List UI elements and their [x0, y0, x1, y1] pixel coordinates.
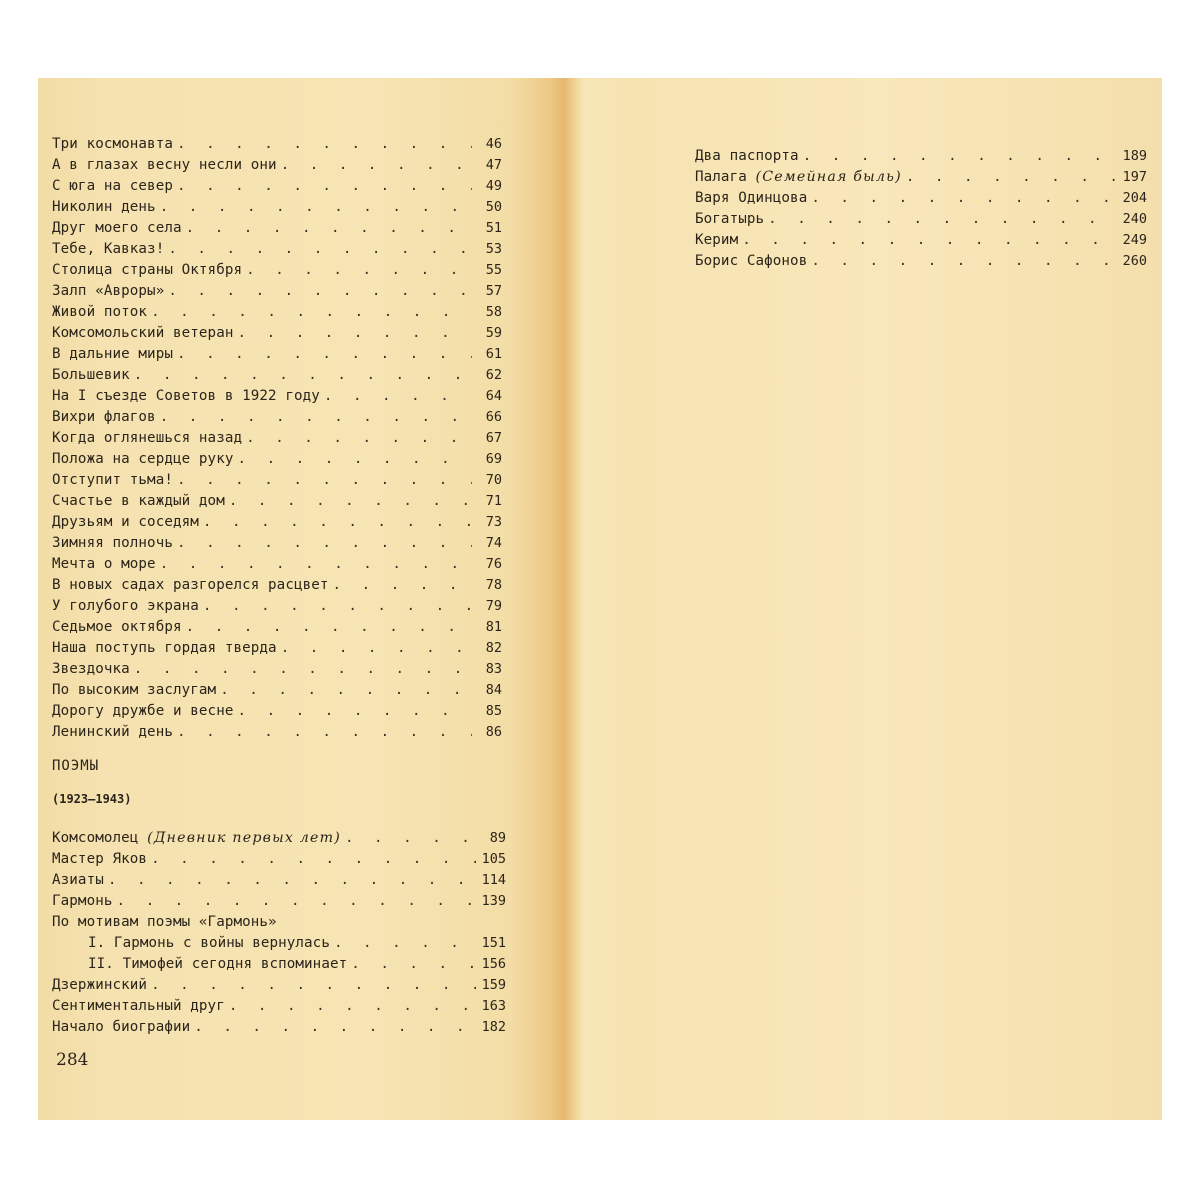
entry-title: Живой поток	[52, 304, 148, 320]
contents-entry	[695, 188, 1147, 209]
dot-leader	[177, 533, 472, 554]
entry-subtitle: (Семейная быль)	[755, 169, 902, 185]
contents-entry	[52, 533, 502, 554]
contents-entry	[52, 512, 502, 533]
dot-leader	[177, 134, 472, 155]
entry-page: 74	[485, 535, 502, 551]
contents-list-poems	[52, 134, 502, 743]
contents-entry	[52, 176, 502, 197]
entry-subtitle: (Дневник первых лет)	[147, 830, 341, 846]
entry-page: 55	[485, 262, 502, 278]
dot-leader	[742, 230, 1117, 251]
entry-title: Гармонь	[52, 893, 113, 909]
section-years: (1923—1943)	[52, 792, 132, 806]
entry-title: Мечта о море	[52, 556, 156, 572]
contents-entry	[52, 701, 502, 722]
contents-entry	[52, 155, 502, 176]
dot-leader	[229, 996, 476, 1017]
entry-page: 64	[485, 388, 502, 404]
dot-leader	[151, 849, 476, 870]
entry-title: Положа на сердце руку	[52, 451, 234, 467]
contents-entry	[52, 870, 506, 891]
dot-leader	[168, 281, 472, 302]
contents-entry	[52, 554, 502, 575]
entry-title: Варя Одинцова	[695, 190, 808, 206]
entry-page: 49	[485, 178, 502, 194]
dot-leader	[333, 575, 472, 596]
contents-entry	[52, 828, 506, 849]
entry-page: 46	[485, 136, 502, 152]
contents-entry	[52, 1017, 506, 1038]
contents-entry	[52, 260, 502, 281]
entry-page: 67	[485, 430, 502, 446]
contents-entry	[52, 365, 502, 386]
contents-entry	[695, 209, 1147, 230]
entry-page: 189	[1122, 148, 1147, 164]
entry-title: С юга на север	[52, 178, 173, 194]
entry-title: Столица страны Октября	[52, 262, 243, 278]
entry-page: 105	[481, 851, 506, 867]
entry-title: Палага	[695, 169, 747, 185]
entry-page: 156	[481, 956, 506, 972]
entry-page: 240	[1122, 211, 1147, 227]
dot-leader	[177, 722, 472, 743]
entry-title: Вихри флагов	[52, 409, 156, 425]
entry-page: 66	[485, 409, 502, 425]
section-heading: ПОЭМЫ	[52, 758, 100, 774]
contents-entry	[695, 230, 1147, 251]
entry-page: 78	[485, 577, 502, 593]
entry-page: 73	[485, 514, 502, 530]
entry-page: 81	[485, 619, 502, 635]
page-number: 284	[56, 1050, 89, 1070]
entry-page: 79	[485, 598, 502, 614]
contents-entry	[52, 491, 502, 512]
dot-leader	[803, 146, 1117, 167]
contents-entry	[52, 323, 502, 344]
entry-title: Зимняя полночь	[52, 535, 173, 551]
entry-title: Друзьям и соседям	[52, 514, 199, 530]
dot-leader	[186, 218, 472, 239]
entry-title-group	[695, 167, 902, 188]
contents-entry	[52, 302, 502, 323]
dot-leader	[345, 828, 476, 849]
contents-entry	[52, 218, 502, 239]
contents-entry	[695, 251, 1147, 272]
dot-leader	[117, 891, 477, 912]
entry-page: 69	[485, 451, 502, 467]
dot-leader	[220, 680, 472, 701]
entry-page: 82	[485, 640, 502, 656]
entry-page: 85	[485, 703, 502, 719]
entry-page: 47	[485, 157, 502, 173]
entry-title: По мотивам поэмы «Гармонь»	[52, 914, 277, 930]
dot-leader	[177, 470, 472, 491]
contents-entry	[52, 680, 502, 701]
entry-page: 197	[1122, 169, 1147, 185]
entry-title: Тебе, Кавказ!	[52, 241, 165, 257]
contents-entry	[52, 407, 502, 428]
dot-leader	[151, 302, 472, 323]
entry-page: 50	[485, 199, 502, 215]
dot-leader	[177, 344, 472, 365]
entry-title: Ленинский день	[52, 724, 173, 740]
entry-page: 58	[485, 304, 502, 320]
entry-title: I. Гармонь с войны вернулась	[88, 935, 330, 951]
dot-leader	[194, 1017, 476, 1038]
contents-entry	[52, 239, 502, 260]
entry-title-group	[52, 828, 341, 849]
entry-title: Комсомольский ветеран	[52, 325, 234, 341]
entry-page: 249	[1122, 232, 1147, 248]
entry-page: 89	[489, 830, 506, 846]
entry-page: 76	[485, 556, 502, 572]
entry-title: Дзержинский	[52, 977, 148, 993]
dot-leader	[351, 954, 476, 975]
contents-entry-group-title	[52, 912, 506, 933]
entry-page: 204	[1122, 190, 1147, 206]
entry-title: Начало биографии	[52, 1019, 191, 1035]
entry-title: Большевик	[52, 367, 130, 383]
entry-title: Седьмое октября	[52, 619, 182, 635]
contents-entry	[52, 134, 502, 155]
entry-page: 159	[481, 977, 506, 993]
contents-entry	[52, 996, 506, 1017]
contents-list-long-poems	[52, 828, 506, 1038]
entry-title: Богатырь	[695, 211, 765, 227]
contents-entry	[695, 146, 1147, 167]
dot-leader	[160, 197, 472, 218]
entry-title: В новых садах разгорелся расцвет	[52, 577, 329, 593]
entry-title: Комсомолец	[52, 830, 139, 846]
entry-page: 86	[485, 724, 502, 740]
contents-entry	[52, 281, 502, 302]
contents-entry	[52, 197, 502, 218]
dot-leader	[237, 701, 472, 722]
contents-entry	[52, 575, 502, 596]
contents-entry	[52, 722, 502, 743]
entry-page: 59	[485, 325, 502, 341]
entry-page: 84	[485, 682, 502, 698]
entry-title: А в глазах весну несли они	[52, 157, 277, 173]
contents-entry	[52, 470, 502, 491]
contents-entry	[52, 954, 506, 975]
entry-title: Керим	[695, 232, 739, 248]
dot-leader	[246, 260, 472, 281]
dot-leader	[160, 407, 472, 428]
entry-page: 53	[485, 241, 502, 257]
dot-leader	[203, 596, 472, 617]
dot-leader	[237, 449, 472, 470]
entry-title: На I съезде Советов в 1922 году	[52, 388, 320, 404]
entry-page: 114	[481, 872, 506, 888]
contents-entry	[52, 449, 502, 470]
dot-leader	[768, 209, 1117, 230]
entry-page: 182	[481, 1019, 506, 1035]
entry-page: 151	[481, 935, 506, 951]
contents-entry	[52, 596, 502, 617]
entry-title: Когда оглянешься назад	[52, 430, 243, 446]
entry-title: Звездочка	[52, 661, 130, 677]
dot-leader	[168, 239, 472, 260]
entry-title: Сентиментальный друг	[52, 998, 225, 1014]
entry-title: Мастер Яков	[52, 851, 148, 867]
entry-page: 260	[1122, 253, 1147, 269]
entry-page: 57	[485, 283, 502, 299]
dot-leader	[160, 554, 472, 575]
entry-title: Три космонавта	[52, 136, 173, 152]
dot-leader	[177, 176, 472, 197]
dot-leader	[906, 167, 1117, 188]
entry-title: Николин день	[52, 199, 156, 215]
dot-leader	[281, 155, 472, 176]
entry-page: 70	[485, 472, 502, 488]
entry-title: Дорогу дружбе и весне	[52, 703, 234, 719]
entry-page: 71	[485, 493, 502, 509]
entry-page: 163	[481, 998, 506, 1014]
entry-page: 61	[485, 346, 502, 362]
dot-leader	[281, 638, 472, 659]
contents-entry	[695, 167, 1147, 188]
dot-leader	[811, 251, 1117, 272]
contents-entry	[52, 428, 502, 449]
entry-title: Отступит тьма!	[52, 472, 173, 488]
dot-leader	[811, 188, 1117, 209]
left-page	[38, 78, 558, 1120]
dot-leader	[334, 933, 476, 954]
contents-entry	[52, 659, 502, 680]
contents-entry	[52, 617, 502, 638]
entry-title: II. Тимофей сегодня вспоминает	[88, 956, 348, 972]
contents-entry	[52, 933, 506, 954]
contents-entry	[52, 891, 506, 912]
dot-leader	[134, 365, 472, 386]
dot-leader	[108, 870, 476, 891]
entry-title: Друг моего села	[52, 220, 182, 236]
entry-title: В дальние миры	[52, 346, 173, 362]
entry-title: У голубого экрана	[52, 598, 199, 614]
entry-title: Борис Сафонов	[695, 253, 808, 269]
dot-leader	[237, 323, 472, 344]
entry-page: 62	[485, 367, 502, 383]
dot-leader	[246, 428, 472, 449]
entry-title: По высоким заслугам	[52, 682, 217, 698]
contents-entry	[52, 849, 506, 870]
dot-leader	[324, 386, 472, 407]
entry-page: 51	[485, 220, 502, 236]
entry-title: Азиаты	[52, 872, 104, 888]
dot-leader	[203, 512, 472, 533]
entry-page: 139	[481, 893, 506, 909]
entry-title: Два паспорта	[695, 148, 799, 164]
book-spread	[38, 78, 1162, 1120]
contents-entry	[52, 386, 502, 407]
contents-entry	[52, 975, 506, 996]
dot-leader	[229, 491, 472, 512]
dot-leader	[186, 617, 472, 638]
entry-title: Залп «Авроры»	[52, 283, 165, 299]
contents-entry	[52, 638, 502, 659]
dot-leader	[134, 659, 472, 680]
contents-list-continued	[695, 146, 1147, 272]
right-page	[598, 78, 1162, 1120]
entry-title: Наша поступь гордая тверда	[52, 640, 277, 656]
entry-title: Счастье в каждый дом	[52, 493, 225, 509]
entry-page: 83	[485, 661, 502, 677]
dot-leader	[151, 975, 476, 996]
contents-entry	[52, 344, 502, 365]
